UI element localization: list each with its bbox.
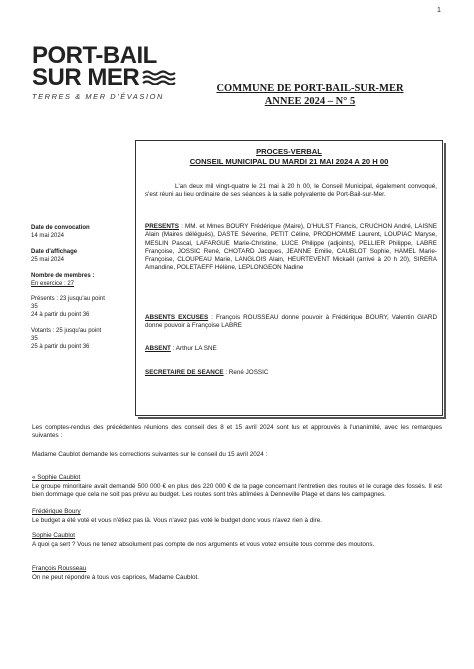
logo-tagline: TERRES & MER D'ÉVASION [32,92,164,101]
en-exercice: En exercice : 27 [31,280,75,287]
presents-count-1: Présents : 23 jusqu'au point [31,296,105,303]
logo-line-1: PORT-BAIL [32,42,157,69]
absent-label: ABSENT [145,345,171,352]
presents-count-3: 24 à partir du point 36 [31,312,90,319]
affichage-label: Date d'affichage [31,248,78,255]
meeting-info-sidebar [31,225,121,352]
speaker-4-text: On ne peut répondre à tous vos caprices, Madame Caublot. [32,574,199,581]
pv-title-line-1: PROCES-VERBAL [256,147,322,156]
convocation-value: 14 mai 2024 [31,232,65,239]
speaker-1-name: « Sophie Caublot [32,474,81,481]
speaker-1-text: Le groupe minoritaire avait demandé 500 000 € en plus des 220 000 € de la page concernant l'entretien des routes et le curage des fossés. Il est bien dommage que cela ne soit pas prévu au budget. Les routes sont très abîmées à Denneville Plage et dans les campagnes. [32,483,442,499]
pv-title [135,147,443,167]
header-commune: COMMUNE DE PORT-BAIL-SUR-MER [216,83,404,94]
absents-excuses-label: ABSENTS EXCUSES [145,314,209,321]
absent-section [145,345,437,353]
presents-label: PRESENTS [145,223,179,230]
speaker-3-text: A quoi ça sert ? Vous ne tenez absolument pas compte de nos arguments et vous votez ensuite tous comme des moutons. [32,541,375,548]
secretaire-text: : René JOSSIC [225,369,269,376]
votants-count-1: Votants : 25 jusqu'au point [31,328,102,335]
secretaire-section [145,369,437,377]
pv-title-line-2: CONSEIL MUNICIPAL DU MARDI 21 MAI 2024 A 20 H 00 [189,157,389,166]
membres-label: Nombre de membres : [31,272,95,279]
votants-count-3: 25 à partir du point 36 [31,343,90,350]
affichage-value: 25 mai 2024 [31,256,65,263]
waves-icon [142,67,178,89]
corrections-paragraph: Madame Caublot demande les corrections suivantes sur le conseil du 15 avril 2024 : [32,451,268,458]
speaker-2-text: Le budget a été voté et vous n'étiez pas là. Vous n'avez pas voté le budget donc vous n'avez rien à dire. [32,517,322,524]
votants-count-2: 35 [31,336,38,343]
pv-intro: L'an deux mil vingt-quatre le 21 mai à 20 h 00, le Conseil Municipal, également convoqué, s'est réuni au lieu ordinaire de ses séances à la salle polyvalente de Port-Bail-sur-Mer. [145,183,437,199]
presents-text: : MM. et Mmes BOURY Frédérique (Maire), D'HULST Francis, CRUCHON André, LAISNE Alain (Maires délégués), DASTE Séverine, PETIT Céline, PRODHOMME Laurent, LOUPIAC Maryse, MESLIN Pascal, LAFARGUE Marie-Christine, LUCE Philippe (adjoints), PELLIER Philippe, LABRE Françoise, JOSSIC René, CHOTARD Jacques, JEANNE Emilie, CAUBLOT Sophie, HAMEL Marie-Françoise, CLOUPEAU Marie, LANGLOIS Alain, HEURTEVENT Mickaël (arrivé à 20 h 20), SIRERA Amandine, POLETAEFF Hélène, LEPLONGEON Nadine [145,223,438,272]
commune-logo [32,42,182,102]
speaker-4-name: François Rousseau [32,565,87,572]
document-header [205,82,415,108]
presents-section [145,223,437,273]
header-annee: ANNEE 2024 – N° 5 [264,96,356,107]
absent-text: : Arthur LA SNE [172,345,217,352]
convocation-label: Date de convocation [31,225,90,231]
secretaire-label: SECRETAIRE DE SEANCE [145,369,224,376]
speaker-3-name: Sophie Caublot [32,532,76,539]
page-number: 1 [437,7,441,14]
absents-excuses-section [145,314,437,331]
logo-line-2: SUR MER [32,64,140,91]
absents-excuses-text: : François ROUSSEAU donne pouvoir à Frédérique BOURY, Valentin GIARD donne pouvoir à Françoise LABRE [145,314,438,330]
approval-paragraph: Les comptes-rendus des précédentes réunions des conseil des 8 et 15 avril 2024 sont lus et approuvés à l'unanimité, avec les remarques suivantes : [32,424,442,440]
presents-count-2: 35 [31,304,38,311]
speaker-2-name: Frédérique Boury [32,508,81,515]
